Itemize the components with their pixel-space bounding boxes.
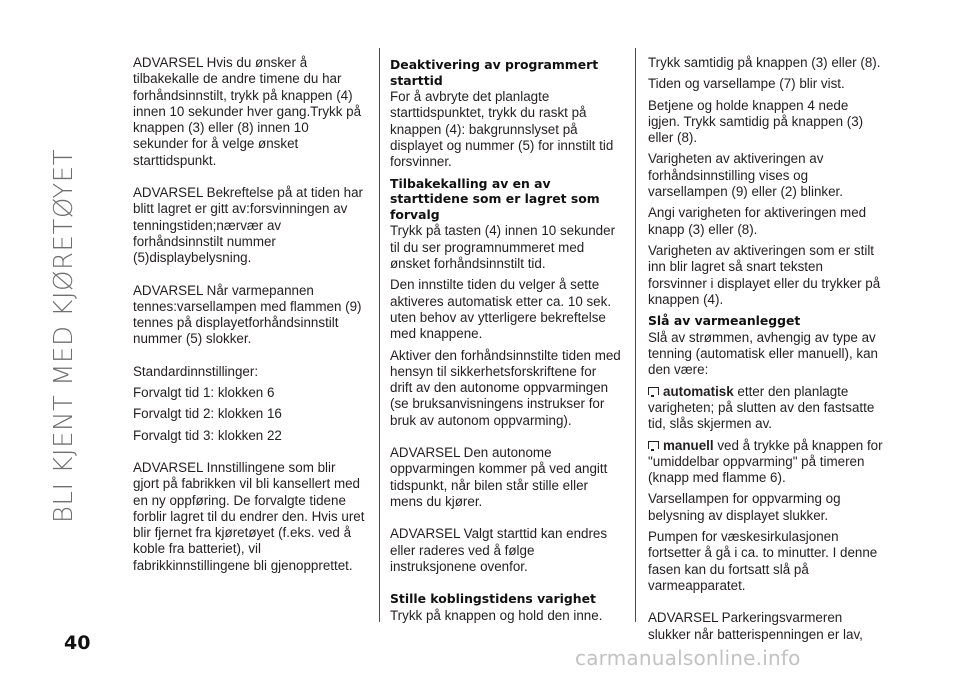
warning-paragraph: ADVARSEL Bekreftelse på at tiden har blitt lagret er gitt av:forsvinningen av tenningstiden;nærvær av forhåndsinnstilt nummer (5)displaybelysning. [133,185,363,266]
option-automatic [648,384,884,433]
body-paragraph: Trykk på tasten (4) innen 10 sekunder til du ser programnummeret med ønsket forhåndsinnstilt tid. [390,223,616,272]
option-manual [648,438,884,487]
warning-paragraph: ADVARSEL Når varmepannen tennes:varsellampen med flammen (9) tennes på displayetforhåndsinnstilt nummer (5) slokker. [133,282,362,347]
body-paragraph: Aktiver den forhåndsinnstilte tiden med hensyn til sikkerhetsforskriftene for drift av den autonome oppvarmingen (se bruksanvisningens instrukser for bruk av autonom oppvarming). [390,347,621,428]
section-heading: Stille koblingstidens varighet [390,591,596,607]
body-paragraph: Pumpen for væskesirkulasjonen fortsetter å gå i ca. to minutter. I denne fasen kan du fortsatt slå på varmeapparatet. [648,529,878,593]
section-heading: Deaktivering av programmert starttid [390,57,599,88]
option-text: ved å trykke på knappen for "umiddelbar oppvarming" på timeren (knapp med flamme 6). [648,437,883,486]
body-paragraph: Varigheten av aktiveringen som er stilt inn blir lagret så snart teksten forsvinner i displayet eller du trykker på knappen (4). [648,242,881,307]
preset-time-2: Forvalgt tid 2: klokken 16 [133,406,282,422]
warning-paragraph: ADVARSEL Den autonome oppvarmingen kommer på ved angitt tidspunkt, når bilen står stille eller mens du kjører. [390,445,608,509]
chapter-title-text: BLI KJENT MED KJØRETØYET [49,148,79,524]
body-paragraph: Den innstilte tiden du velger å sette aktiveres automatisk etter ca. 10 sek. uten behov av ytterligere bekreftelse med knappene. [390,277,612,342]
checkbox-bullet-icon [648,387,659,395]
column-3 [648,55,884,648]
column-divider [635,48,636,622]
column-divider [379,48,380,622]
body-paragraph: Trykk på knappen og hold den inne. [390,607,603,623]
option-label: automatisk [663,383,734,399]
warning-paragraph: ADVARSEL Innstillingene som blir gjort på fabrikken vil bli kansellert med en ny oppføring. De forvalgte tidene forblir lagret til du endrer den. Hvis uret blir fjernet fra kjøretøyet (f.eks. ved å koble fra batteriet), vil fabrikkinnstillingene bli gjenopprettet. [133,459,365,573]
body-paragraph: Tiden og varsellampe (7) blir vist. [648,76,845,92]
option-label: manuell [663,437,714,453]
option-text: etter den planlagte varigheten; på slutten av den fastsatte tid, slås skjermen av. [648,383,875,432]
column-1 [133,55,365,579]
preset-time-1: Forvalgt tid 1: klokken 6 [133,385,275,401]
watermark: carmanualsonline.info [575,646,801,670]
body-paragraph: Varsellampen for oppvarming og belysning av displayet slukker. [648,491,841,523]
warning-paragraph: ADVARSEL Valgt starttid kan endres eller raderes ved å følge instruksjonene ovenfor. [390,526,608,574]
warning-paragraph: ADVARSEL Hvis du ønsker å tilbakekalle de andre timene du har forhåndsinnstilt, trykk på knappen (4) innen 10 sekunder hver gang.Trykk på knappen (3) eller (8) innen 10 sekunder for å velge ønsket starttidspunkt. [133,55,362,168]
section-heading: Tilbakekalling av en av starttidene som er lagret som forvalg [390,175,600,222]
section-heading: Slå av varmeanlegget [648,313,801,329]
body-paragraph: Trykk samtidig på knappen (3) eller (8). [648,55,881,70]
body-paragraph: For å avbryte det planlagte starttidspunktet, trykk du raskt på knappen (4): bakgrunnslyset på displayet og nummer (5) for innstilt tid forsvinner. [390,89,614,170]
checkbox-bullet-icon [648,441,659,449]
body-paragraph: Varigheten av aktiveringen av forhåndsinnstilling vises og varsellampen (9) eller (2) blinker. [648,151,843,200]
body-paragraph: Betjene og holde knappen 4 nede igjen. Trykk samtidig på knappen (3) eller (8). [648,97,864,146]
body-paragraph: Angi varigheten for aktiveringen med knapp (3) eller (8). [648,205,867,237]
preset-time-3: Forvalgt tid 3: klokken 22 [133,427,282,443]
body-paragraph: Slå av strømmen, avhengig av type av tenning (automatisk eller manuell), kan den være: [648,329,878,378]
page-number: 40 [64,632,91,654]
default-settings-heading: Standardinnstillinger: [133,363,259,379]
warning-paragraph: ADVARSEL Parkeringsvarmeren slukker når batterispenningen er lav, [648,610,863,642]
column-2 [390,55,622,629]
